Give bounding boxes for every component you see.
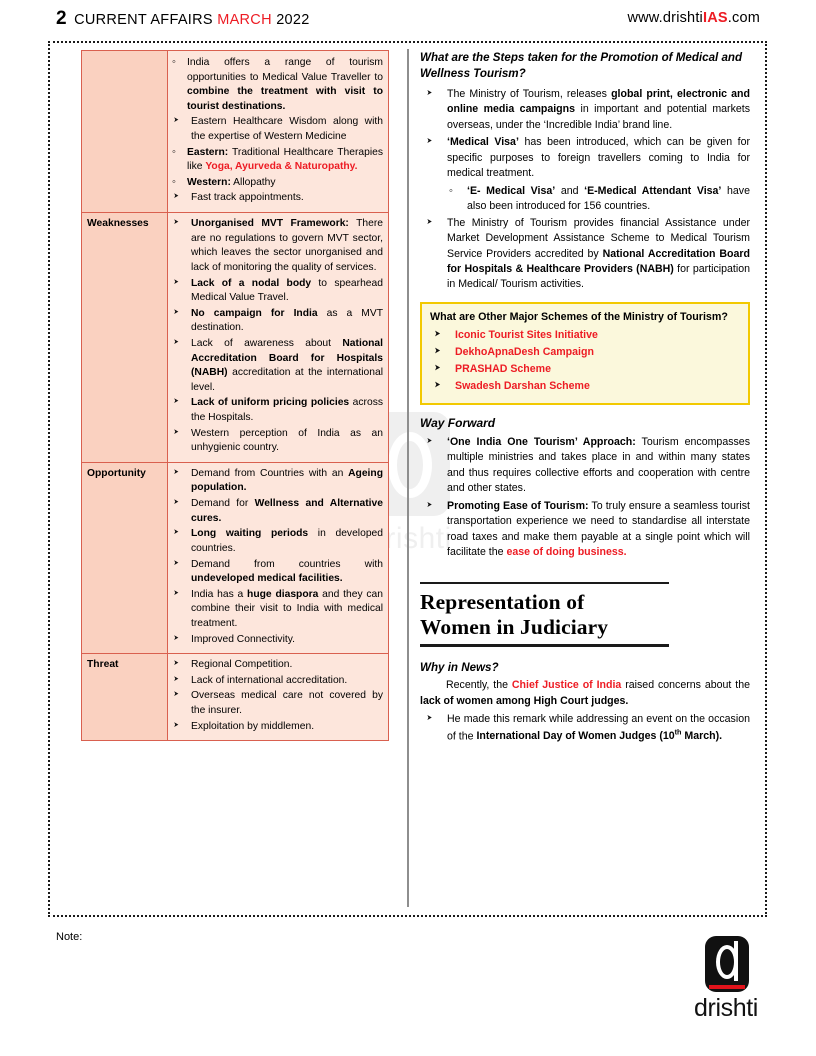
note-label: Note: [56, 931, 83, 943]
list-item: ➤ Lack of awareness about National Accreditation Board for Hospitals (NABH) accreditation at the international level. [170, 337, 383, 395]
list-item: ➤ India has a huge diaspora and they can combine their visit to India with medical treatment. [170, 588, 383, 632]
swot-row-label [82, 51, 168, 213]
list-item: ➤ Eastern Healthcare Wisdom along with the expertise of Western Medicine [170, 115, 383, 144]
list-item: ➤ Improved Connectivity. [170, 633, 383, 648]
page-header [0, 8, 816, 36]
list-item: ➤ Western perception of India as an unhygienic country. [170, 427, 383, 456]
steps-bullet-list [420, 87, 750, 182]
list-item: ➤ Long waiting periods in developed countries. [170, 527, 383, 556]
why-in-news-paragraph: Recently, the Chief Justice of India raised concerns about the lack of women among High Court judges. [420, 679, 750, 707]
way-forward-bullet-list [420, 435, 750, 561]
why-in-news-heading: Why in News? [420, 661, 499, 675]
list-item: ➤ Unorganised MVT Framework: There are no regulations to govern MVT sector, which leaves the sector unorganised and lack of monitoring the quality of services. [170, 217, 383, 275]
drishti-logo-icon [688, 936, 764, 1032]
list-item: ◦ Eastern: Traditional Healthcare Therapies like Yoga, Ayurveda & Naturopathy. [170, 146, 383, 175]
way-forward-heading: Way Forward [420, 415, 496, 430]
list-item: ➤ He made this remark while addressing an event on the occasion of the International Day of Women Judges (10th March). [420, 712, 750, 744]
list-item: ➤ Swadesh Darshan Scheme [430, 379, 740, 395]
bullet-list [170, 658, 383, 734]
swot-row-body [168, 462, 389, 653]
list-item: ➤ Demand from countries with undeveloped medical facilities. [170, 558, 383, 587]
list-item: ➤ Lack of a nodal body to spearhead Medical Value Travel. [170, 277, 383, 306]
why-in-news-bullet-list [420, 712, 750, 744]
list-item: ➤ Iconic Tourist Sites Initiative [430, 328, 740, 344]
callout-heading: What are Other Major Schemes of the Ministry of Tourism? [430, 310, 728, 323]
swot-table-body [82, 51, 389, 741]
callout-bullet-list [430, 328, 740, 395]
website-accent: IAS [702, 10, 728, 26]
list-item: ➤ Promoting Ease of Tourism: To truly ensure a seamless tourist transportation experience we need to standardise all interstate road taxes and make them payable at a single point which will facilitate the ease of doing business. [420, 499, 750, 561]
steps-sub-bullet-list [447, 184, 750, 215]
list-item: ➤ The Ministry of Tourism, releases global print, electronic and online media campaigns in important and potential markets overseas, under the ‘Incredible India’ brand line. [420, 87, 750, 133]
table-row [82, 213, 389, 463]
swot-row-body [168, 654, 389, 741]
website-prefix: www.drishti [627, 10, 703, 26]
sub-bullet-list [170, 56, 383, 114]
bullet-list [170, 115, 383, 144]
list-item: ➤ Demand from Countries with an Ageing population. [170, 467, 383, 496]
logo-mark [705, 936, 749, 992]
schemes-callout-box [420, 302, 750, 405]
list-item: ➤ PRASHAD Scheme [430, 362, 740, 378]
watermark-text: drishti [368, 522, 452, 555]
section-title-line2: Women in Judiciary [420, 614, 609, 639]
list-item: ◦ ‘E- Medical Visa’ and ‘E-Medical Attendant Visa’ have also been introduced for 156 countries. [447, 184, 750, 215]
swot-row-label: Opportunity [82, 462, 168, 653]
section-title-text [420, 584, 669, 643]
table-row [82, 462, 389, 653]
list-item: ➤ DekhoApnaDesh Campaign [430, 345, 740, 361]
sub-bullet-list [170, 146, 383, 191]
bullet-list [170, 191, 383, 206]
bullet-list [170, 467, 383, 647]
header-title-prefix: CURRENT AFFAIRS [74, 12, 218, 28]
list-item: ◦ Western: Allopathy [170, 176, 383, 191]
header-website[interactable] [627, 10, 760, 26]
header-title-year: 2022 [271, 12, 310, 28]
list-item: ➤ ‘Medical Visa’ has been introduced, which can be given for specific purposes to foreign travellers coming to India for medical treatment. [420, 135, 750, 181]
list-item: ➤ Lack of international accreditation. [170, 674, 383, 689]
list-item: ◦ India offers a range of tourism opportunities to Medical Value Traveller to combine the treatment with visit to tourist destinations. [170, 56, 383, 114]
header-title-month: MARCH [217, 12, 272, 28]
steps-heading: What are the Steps taken for the Promotion of Medical and Wellness Tourism? [420, 51, 743, 80]
swot-table [81, 50, 389, 741]
list-item: ➤ Lack of uniform pricing policies across the Hospitals. [170, 396, 383, 425]
header-title [74, 12, 310, 28]
list-item: ➤ Exploitation by middlemen. [170, 720, 383, 735]
list-item: ➤ Overseas medical care not covered by the insurer. [170, 689, 383, 718]
list-item: ➤ Regional Competition. [170, 658, 383, 673]
table-row [82, 654, 389, 741]
column-divider [407, 49, 409, 907]
right-column [420, 50, 750, 747]
list-item: ➤ The Ministry of Tourism provides financial Assistance under Market Development Assistance Scheme to Medical Tourism Service Providers accredited by National Accreditation Board for Hospitals & Healthcare Providers (NABH) for participation in Medical/ Tourism activities. [420, 216, 750, 293]
list-item: ➤ Fast track appointments. [170, 191, 383, 206]
page-number: 2 [56, 8, 68, 29]
bullet-list [170, 217, 383, 456]
section-title-line1: Representation of [420, 589, 585, 614]
swot-row-body [168, 213, 389, 463]
steps-bullet-list-cont [420, 216, 750, 293]
swot-row-label: Threat [82, 654, 168, 741]
swot-row-body [168, 51, 389, 213]
logo-d-stem [734, 941, 738, 981]
swot-row-label: Weaknesses [82, 213, 168, 463]
list-item: ➤ No campaign for India as a MVT destination. [170, 307, 383, 336]
logo-wordmark: drishti [694, 994, 758, 1022]
website-suffix: .com [727, 10, 760, 26]
header-left-group [56, 8, 310, 30]
logo-red-accent [709, 985, 745, 989]
list-item: ➤ Demand for Wellness and Alternative cures. [170, 497, 383, 526]
section-rule-bottom [420, 644, 669, 647]
list-item: ➤ ‘One India One Tourism’ Approach: Tourism encompasses multiple ministries and takes place in and within many states and thus requires collective efforts and cooperation with centre and other states. [420, 435, 750, 497]
page-content [48, 41, 767, 917]
section-title-block [420, 582, 669, 648]
table-row [82, 51, 389, 213]
